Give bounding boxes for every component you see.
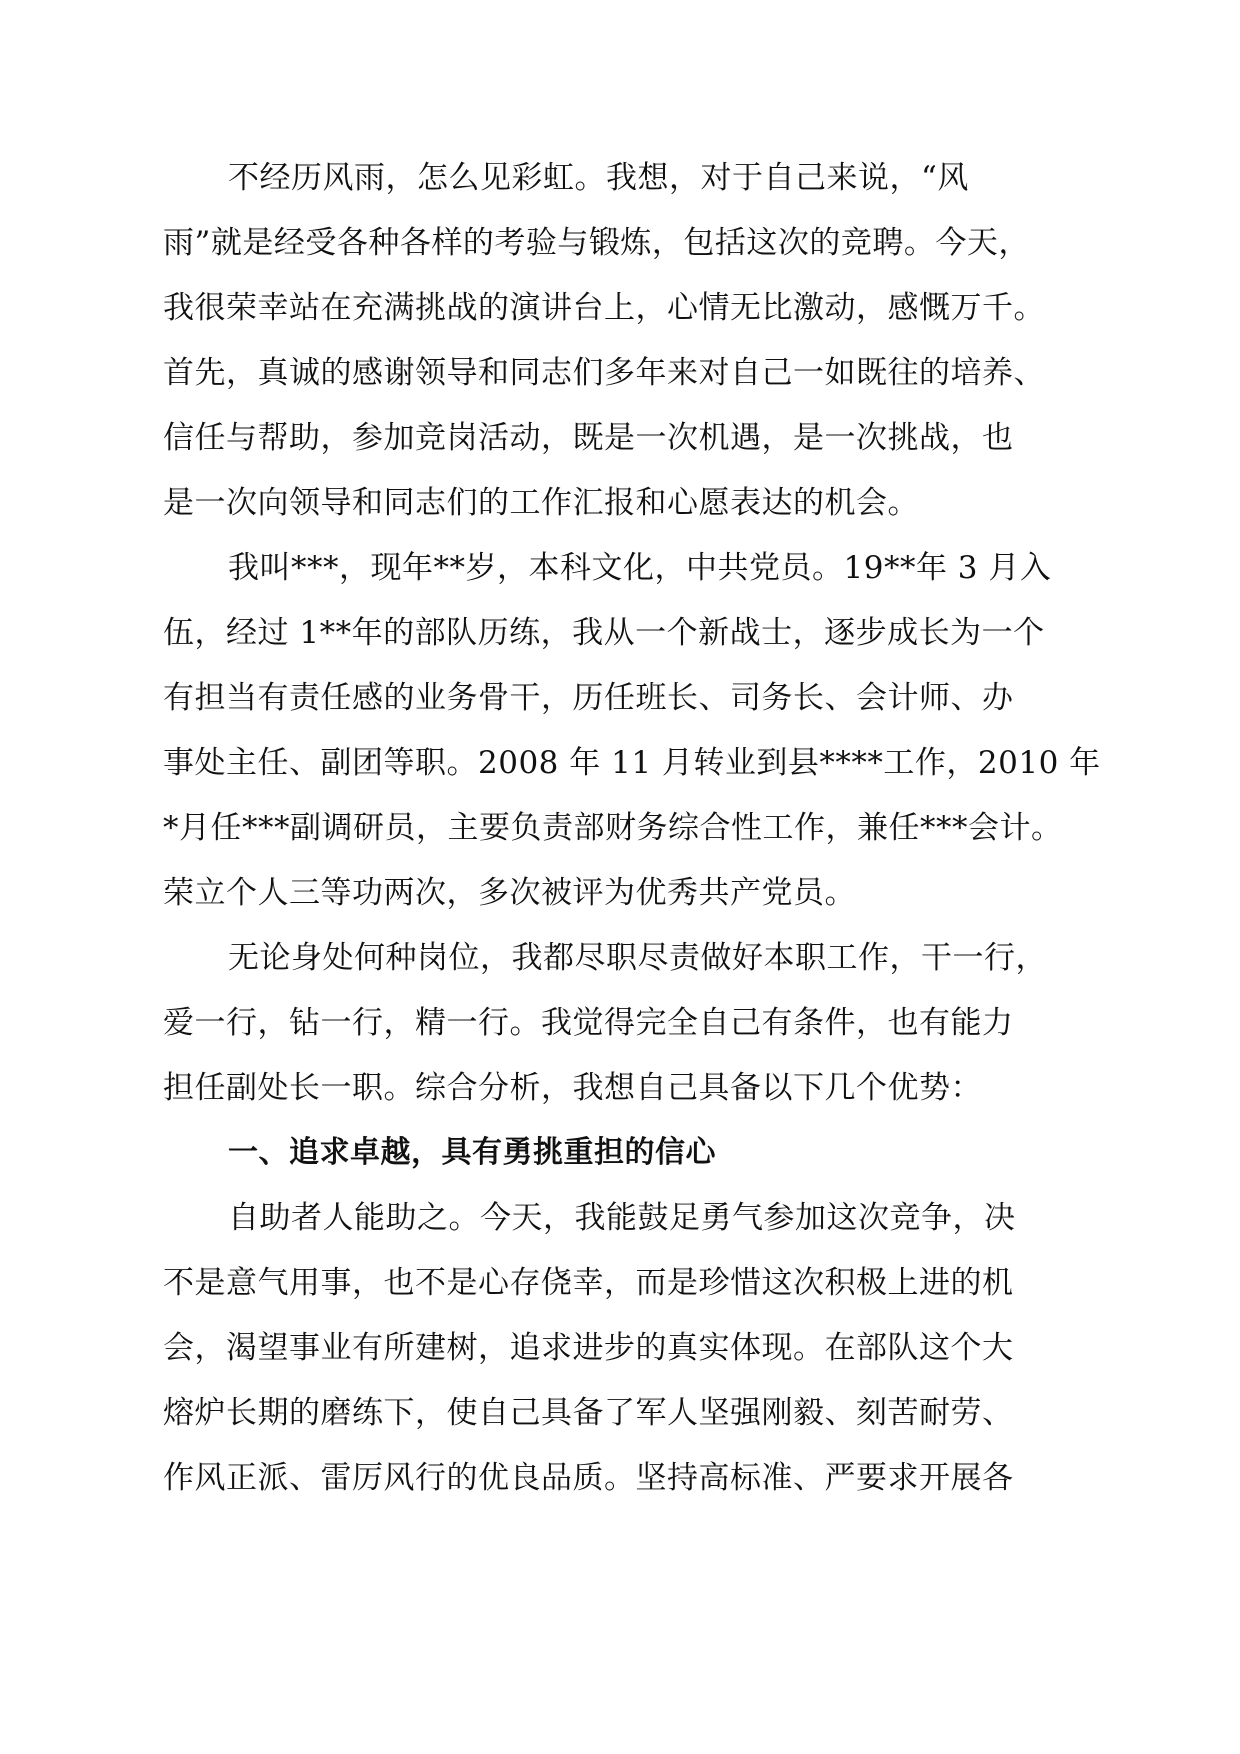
paragraph-2-line-6: 荣立个人三等功两次，多次被评为优秀共产党员。 xyxy=(163,875,856,911)
paragraph-1-line-5: 信任与帮助，参加竞岗活动，既是一次机遇，是一次挑战，也 xyxy=(163,420,1014,456)
paragraph-2-line-3: 有担当有责任感的业务骨干，历任班长、司务长、会计师、办 xyxy=(163,680,1014,716)
paragraph-4-line-4: 熔炉长期的磨练下，使自己具备了军人坚强刚毅、刻苦耐劳、 xyxy=(163,1395,1014,1431)
paragraph-4-line-3: 会，渴望事业有所建树，追求进步的真实体现。在部队这个大 xyxy=(163,1330,1014,1366)
paragraph-1-line-2: 雨”就是经受各种各样的考验与锻炼，包括这次的竞聘。今天， xyxy=(163,225,1030,261)
paragraph-2-line-2: 伍，经过 1**年的部队历练，我从一个新战士，逐步成长为一个 xyxy=(163,615,1045,651)
paragraph-1-line-1: 不经历风雨，怎么见彩虹。我想，对于自己来说，“风 xyxy=(228,160,969,196)
paragraph-2-line-1: 我叫***，现年**岁，本科文化，中共党员。19**年 3 月入 xyxy=(228,550,1052,586)
paragraph-3-line-1: 无论身处何种岗位，我都尽职尽责做好本职工作，干一行， xyxy=(228,940,1047,976)
paragraph-3-line-2: 爱一行，钻一行，精一行。我觉得完全自己有条件，也有能力 xyxy=(163,1005,1014,1041)
section-heading-1: 一、追求卓越，具有勇挑重担的信心 xyxy=(228,1135,716,1170)
paragraph-2-line-5: *月任***副调研员，主要负责部财务综合性工作，兼任***会计。 xyxy=(163,810,1063,846)
paragraph-4-line-1: 自助者人能助之。今天，我能鼓足勇气参加这次竞争，决 xyxy=(228,1200,1016,1236)
paragraph-4-line-2: 不是意气用事，也不是心存侥幸，而是珍惜这次积极上进的机 xyxy=(163,1265,1014,1301)
paragraph-1-line-4: 首先，真诚的感谢领导和同志们多年来对自己一如既往的培养、 xyxy=(163,355,1045,391)
paragraph-1-line-6: 是一次向领导和同志们的工作汇报和心愿表达的机会。 xyxy=(163,485,919,521)
paragraph-2-line-4: 事处主任、副团等职。2008 年 11 月转业到县****工作，2010 年 xyxy=(163,745,1101,781)
paragraph-4-line-5: 作风正派、雷厉风行的优良品质。坚持高标准、严要求开展各 xyxy=(163,1460,1014,1496)
paragraph-1-line-3: 我很荣幸站在充满挑战的演讲台上，心情无比激动，感慨万千。 xyxy=(163,290,1045,326)
paragraph-3-line-3: 担任副处长一职。综合分析，我想自己具备以下几个优势： xyxy=(163,1070,982,1106)
